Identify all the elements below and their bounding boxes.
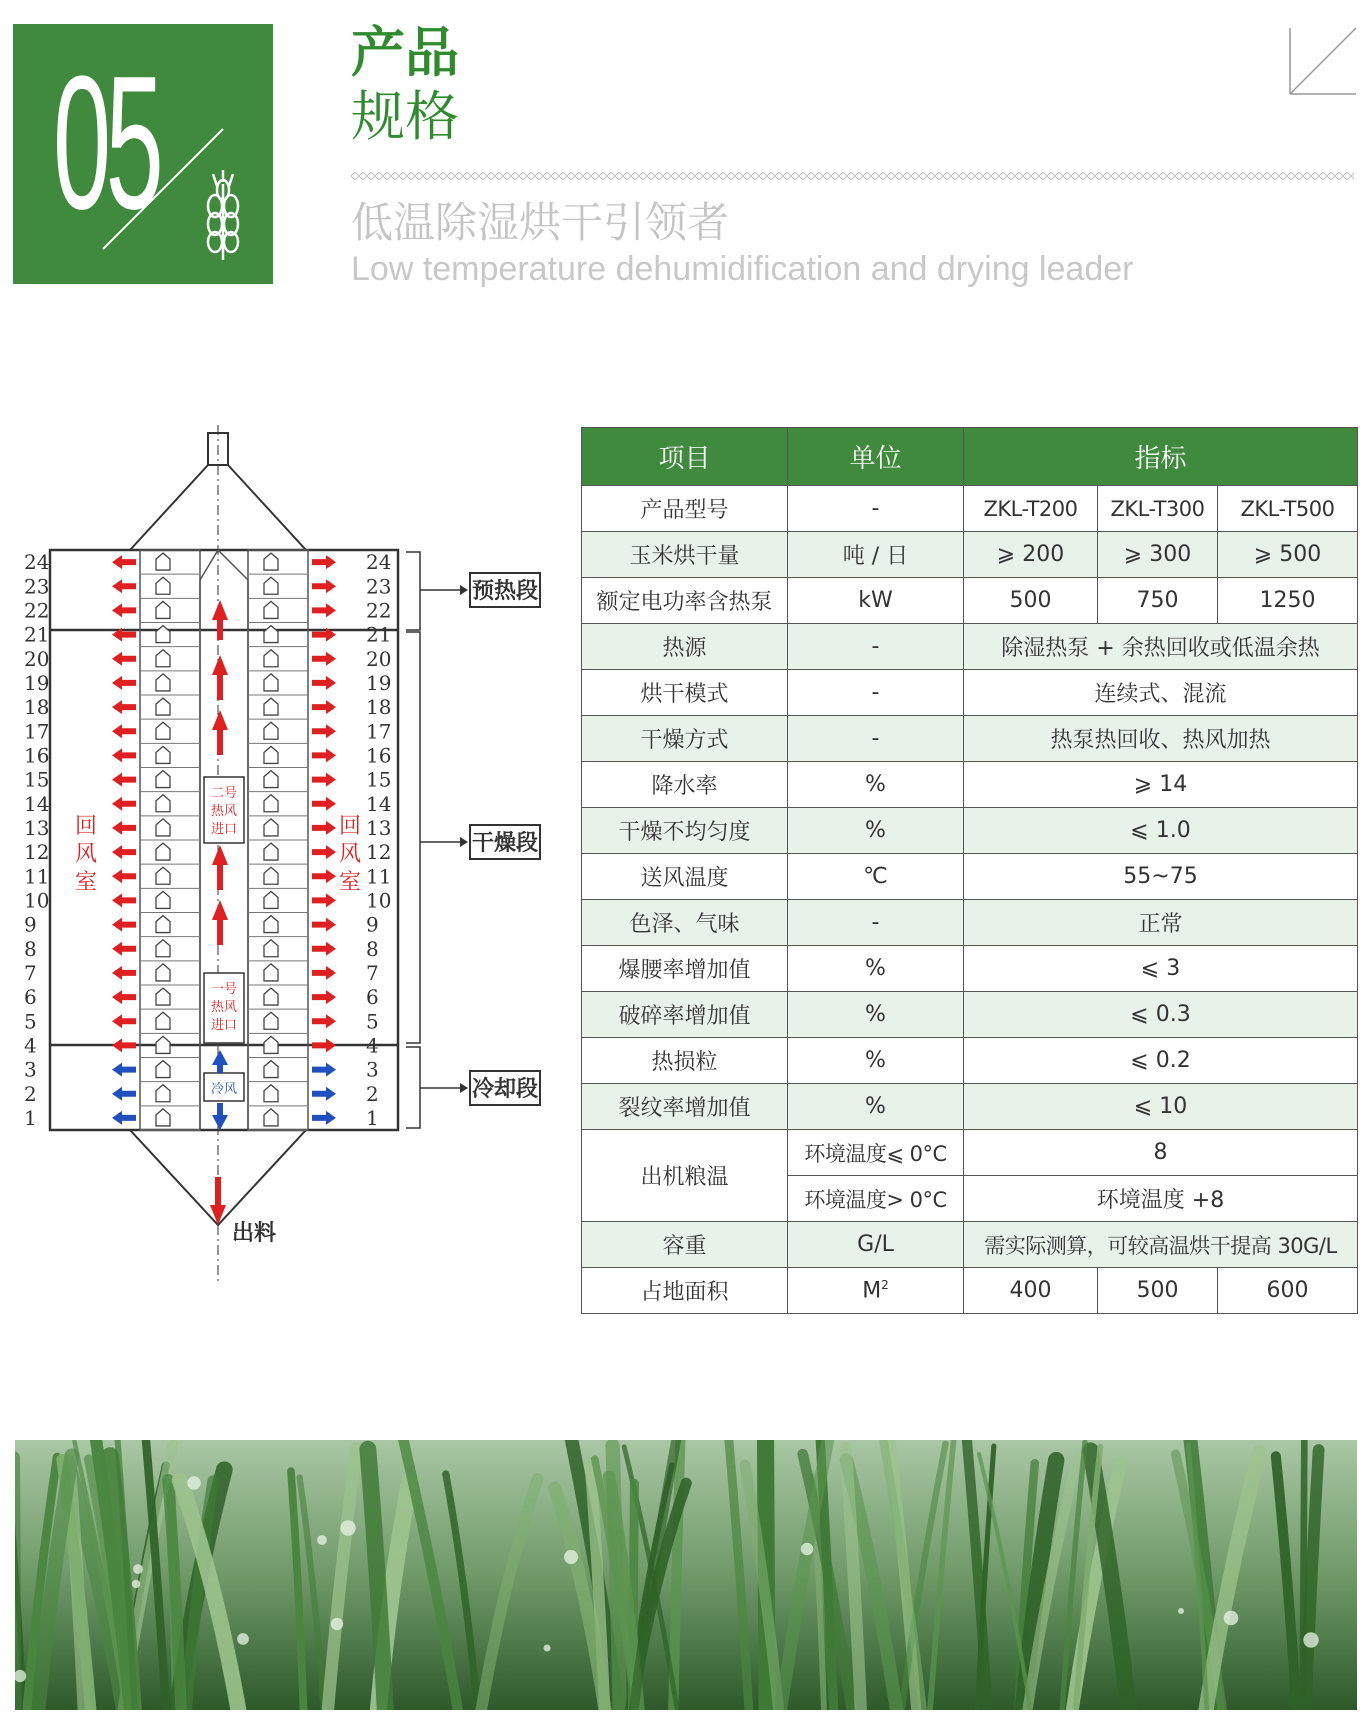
- airflow-arrow-left: [112, 990, 136, 1004]
- svg-text:预热段: 预热段: [471, 579, 539, 604]
- layer-number: 20: [24, 646, 50, 671]
- svg-text:进口: 进口: [210, 822, 238, 837]
- cell-value: ⩾ 200: [964, 532, 1098, 578]
- air-duct: [264, 553, 278, 570]
- airflow-arrow-left: [112, 1014, 136, 1028]
- air-duct: [264, 577, 278, 594]
- grass-photo: [15, 1440, 1357, 1710]
- layer-number: 3: [366, 1057, 379, 1082]
- layer-number: 24: [24, 550, 50, 575]
- layer-number: 16: [24, 743, 50, 768]
- layer-number: 1: [24, 1105, 37, 1130]
- airflow-arrow-right: [312, 942, 336, 956]
- cell-item: 裂纹率增加值: [582, 1084, 788, 1130]
- cell-value: ⩾ 300: [1098, 532, 1218, 578]
- layer-number: 20: [366, 646, 392, 671]
- dew-drop: [544, 1645, 551, 1652]
- cell-unit: -: [788, 670, 964, 716]
- cell-value: ⩽ 0.3: [964, 992, 1358, 1038]
- cell-model-t500: ZKL-T500: [1218, 486, 1358, 532]
- air-duct: [264, 746, 278, 763]
- layer-number: 17: [24, 719, 50, 744]
- corner-arrow-icon: [1288, 26, 1358, 96]
- layer-number: 4: [24, 1033, 37, 1058]
- air-duct: [264, 843, 278, 860]
- airflow-arrow-right: [312, 555, 336, 569]
- cell-unit: -: [788, 486, 964, 532]
- dryer-structure-diagram: [10, 425, 570, 1315]
- air-duct: [156, 819, 170, 836]
- airflow-arrow-left: [112, 966, 136, 980]
- air-duct: [264, 940, 278, 957]
- table-row: [582, 854, 1358, 900]
- layer-number: 14: [366, 791, 392, 816]
- svg-text:二号: 二号: [210, 786, 238, 801]
- cell-item: 破碎率增加值: [582, 992, 788, 1038]
- air-duct: [156, 674, 170, 691]
- airflow-arrow-left: [112, 1087, 136, 1101]
- cell-item: 容重: [582, 1222, 788, 1268]
- airflow-arrow-right: [312, 603, 336, 617]
- cell-unit: %: [788, 808, 964, 854]
- section-label-dry: [420, 825, 540, 859]
- layer-number: 9: [24, 912, 37, 937]
- air-duct: [264, 650, 278, 667]
- cell-model-t300: ZKL-T300: [1098, 486, 1218, 532]
- cell-value: ⩽ 0.2: [964, 1038, 1358, 1084]
- layer-number: 12: [366, 840, 392, 865]
- cell-value: 8: [964, 1130, 1358, 1176]
- air-duct: [156, 964, 170, 981]
- cell-unit: %: [788, 992, 964, 1038]
- cell-value: 400: [964, 1268, 1098, 1314]
- hot-air-inlet-2: [204, 777, 244, 843]
- layer-number: 15: [366, 767, 392, 792]
- airflow-arrow-left: [112, 652, 136, 666]
- table-row: [582, 808, 1358, 854]
- layer-number: 10: [366, 888, 392, 913]
- air-duct: [156, 553, 170, 570]
- return-air-right-2: 风: [338, 842, 362, 867]
- cell-value: 750: [1098, 578, 1218, 624]
- air-duct: [156, 1109, 170, 1126]
- air-duct: [264, 626, 278, 643]
- cell-value: 热泵热回收、热风加热: [964, 716, 1358, 762]
- airflow-arrow-right: [312, 1063, 336, 1077]
- layer-number: 17: [366, 719, 392, 744]
- return-air-left-3: 室: [74, 870, 98, 895]
- layer-number: 2: [366, 1081, 379, 1106]
- airflow-arrow-left: [112, 821, 136, 835]
- air-duct: [156, 746, 170, 763]
- cell-value: 55~75: [964, 854, 1358, 900]
- airflow-arrow-left: [112, 869, 136, 883]
- layer-number: 10: [24, 888, 50, 913]
- table-row: [582, 1084, 1358, 1130]
- air-duct: [264, 1061, 278, 1078]
- section-number: 05: [53, 37, 159, 249]
- airflow-arrow-right: [312, 724, 336, 738]
- hot-air-up-arrows: [212, 600, 228, 945]
- dew-drop: [331, 1618, 343, 1630]
- air-duct: [156, 722, 170, 739]
- table-header-row: [582, 428, 1358, 486]
- air-duct: [156, 988, 170, 1005]
- airflow-arrow-left: [112, 942, 136, 956]
- airflow-arrow-right: [312, 797, 336, 811]
- air-duct: [156, 1036, 170, 1053]
- layer-number: 8: [366, 936, 379, 961]
- airflow-arrow-left: [112, 555, 136, 569]
- dew-drop: [317, 1535, 327, 1545]
- spec-table: [581, 427, 1358, 1314]
- airflow-arrow-right: [312, 1038, 336, 1052]
- section-brackets: [406, 552, 420, 1128]
- cell-item: 干燥方式: [582, 716, 788, 762]
- air-duct: [264, 1109, 278, 1126]
- airflow-arrow-left: [112, 700, 136, 714]
- table-row: [582, 670, 1358, 716]
- cell-unit: %: [788, 1084, 964, 1130]
- header-index: 指标: [964, 428, 1358, 486]
- cell-value: 500: [1098, 1268, 1218, 1314]
- airflow-arrow-left: [112, 1111, 136, 1125]
- table-row: [582, 1038, 1358, 1084]
- layer-number: 5: [24, 1009, 37, 1034]
- table-row-power: [582, 578, 1358, 624]
- layer-number: 13: [24, 815, 50, 840]
- cell-unit: %: [788, 762, 964, 808]
- cell-item: 送风温度: [582, 854, 788, 900]
- airflow-arrow-right: [312, 845, 336, 859]
- dew-drop: [564, 1550, 578, 1564]
- airflow-arrow-right: [312, 821, 336, 835]
- layer-number: 22: [24, 598, 50, 623]
- layer-number: 12: [24, 840, 50, 865]
- layer-number: 18: [366, 695, 392, 720]
- unit-superscript: 2: [881, 1277, 889, 1292]
- layer-number: 4: [366, 1033, 379, 1058]
- return-air-left-2: 风: [74, 842, 98, 867]
- cell-unit: %: [788, 1038, 964, 1084]
- cell-item: 出机粮温: [582, 1130, 788, 1222]
- air-duct: [156, 771, 170, 788]
- layer-number: 23: [366, 574, 392, 599]
- cell-item: 爆腰率增加值: [582, 946, 788, 992]
- table-row-outlet-1: [582, 1130, 1358, 1176]
- air-duct: [264, 819, 278, 836]
- cell-value: ⩽ 1.0: [964, 808, 1358, 854]
- air-duct: [264, 795, 278, 812]
- tagline-english: Low temperature dehumidification and drying leader: [351, 250, 1134, 288]
- layer-number: 5: [366, 1009, 379, 1034]
- air-duct: [156, 1012, 170, 1029]
- airflow-arrow-left: [112, 1038, 136, 1052]
- airflow-arrow-right: [312, 1087, 336, 1101]
- cell-unit: -: [788, 624, 964, 670]
- decorative-divider: [351, 172, 1354, 180]
- airflow-arrow-left: [112, 603, 136, 617]
- cell-unit: -: [788, 900, 964, 946]
- airflow-arrow-right: [312, 893, 336, 907]
- air-duct: [156, 1085, 170, 1102]
- cell-item: 干燥不均匀度: [582, 808, 788, 854]
- svg-text:冷却段: 冷却段: [471, 1077, 539, 1102]
- airflow-arrow-right: [312, 918, 336, 932]
- table-row-capacity: [582, 532, 1358, 578]
- air-duct: [264, 722, 278, 739]
- dew-drop: [340, 1520, 355, 1535]
- air-duct: [156, 940, 170, 957]
- airflow-arrow-right: [312, 579, 336, 593]
- table-row: [582, 900, 1358, 946]
- air-duct: [156, 843, 170, 860]
- dew-drop: [1178, 1608, 1184, 1614]
- svg-text:冷风: 冷风: [210, 1082, 238, 1097]
- table-row-density: [582, 1222, 1358, 1268]
- svg-text:热风: 热风: [210, 1000, 238, 1015]
- air-duct: [264, 1036, 278, 1053]
- cell-item: 热源: [582, 624, 788, 670]
- layer-number: 6: [366, 985, 379, 1010]
- table-row: [582, 762, 1358, 808]
- section-label-preheat: [420, 573, 540, 607]
- cell-unit: %: [788, 946, 964, 992]
- cell-value: ⩾ 14: [964, 762, 1358, 808]
- dew-drop: [1303, 1632, 1318, 1647]
- return-air-left-1: 回: [74, 814, 98, 839]
- cell-item: 占地面积: [582, 1268, 788, 1314]
- layer-number: 24: [366, 550, 392, 575]
- air-duct: [264, 1085, 278, 1102]
- airflow-arrow-right: [312, 990, 336, 1004]
- dew-drop: [237, 1633, 249, 1645]
- cell-value: 600: [1218, 1268, 1358, 1314]
- table-row: [582, 992, 1358, 1038]
- cell-value: 除湿热泵 + 余热回收或低温余热: [964, 624, 1358, 670]
- air-duct: [264, 988, 278, 1005]
- svg-text:干燥段: 干燥段: [471, 831, 539, 856]
- return-air-right-3: 室: [338, 870, 362, 895]
- cell-value: 500: [964, 578, 1098, 624]
- cell-unit: ℃: [788, 854, 964, 900]
- air-duct: [156, 916, 170, 933]
- layer-number: 3: [24, 1057, 37, 1082]
- airflow-arrow-left: [112, 918, 136, 932]
- table-row: [582, 946, 1358, 992]
- air-duct: [264, 698, 278, 715]
- air-duct: [264, 601, 278, 618]
- cell-value: 环境温度 +8: [964, 1176, 1358, 1222]
- airflow-arrow-left: [112, 893, 136, 907]
- layer-number: 1: [366, 1105, 379, 1130]
- cell-item: 烘干模式: [582, 670, 788, 716]
- air-duct: [264, 916, 278, 933]
- table-row: [582, 716, 1358, 762]
- airflow-arrow-left: [112, 676, 136, 690]
- air-duct: [264, 964, 278, 981]
- return-air-right-1: 回: [338, 814, 362, 839]
- airflow-arrow-right: [312, 748, 336, 762]
- dew-drop: [1224, 1611, 1239, 1626]
- dew-drop: [132, 1580, 140, 1588]
- cold-air-inlet: [204, 1073, 244, 1101]
- layer-number: 16: [366, 743, 392, 768]
- air-duct: [156, 698, 170, 715]
- layer-number: 19: [366, 670, 392, 695]
- layer-number: 21: [366, 622, 392, 647]
- header-item: 项目: [582, 428, 788, 486]
- layer-number: 18: [24, 695, 50, 720]
- layer-number: 7: [24, 960, 37, 985]
- cell-unit: 吨 / 日: [788, 532, 964, 578]
- layer-number: 2: [24, 1081, 37, 1106]
- layer-number: 7: [366, 960, 379, 985]
- layer-number: 19: [24, 670, 50, 695]
- cell-condition: 环境温度⩽ 0°C: [788, 1130, 964, 1176]
- air-duct: [156, 577, 170, 594]
- layer-number: 13: [366, 815, 392, 840]
- airflow-arrow-left: [112, 724, 136, 738]
- cell-unit: kW: [788, 578, 964, 624]
- airflow-arrow-left: [112, 773, 136, 787]
- page-title-line2: 规格: [351, 85, 459, 148]
- table-row-model: [582, 486, 1358, 532]
- svg-text:进口: 进口: [210, 1018, 238, 1033]
- svg-text:一号: 一号: [210, 982, 238, 997]
- tagline-chinese: 低温除湿烘干引领者: [351, 198, 730, 247]
- layer-number: 22: [366, 598, 392, 623]
- air-duct: [264, 867, 278, 884]
- air-duct: [156, 867, 170, 884]
- page-title-line1: 产品: [351, 21, 459, 84]
- cell-value: ⩽ 3: [964, 946, 1358, 992]
- airflow-arrow-left: [112, 797, 136, 811]
- cell-unit: [788, 1268, 964, 1314]
- layer-number: 11: [366, 864, 392, 889]
- layer-number: 21: [24, 622, 50, 647]
- air-duct: [156, 1061, 170, 1078]
- layer-number: 14: [24, 791, 50, 816]
- table-row: [582, 624, 1358, 670]
- air-duct: [156, 795, 170, 812]
- airflow-arrow-right: [312, 1014, 336, 1028]
- cell-model-t200: ZKL-T200: [964, 486, 1098, 532]
- cell-item: 额定电功率含热泵: [582, 578, 788, 624]
- svg-text:热风: 热风: [210, 804, 238, 819]
- cell-value: 需实际测算，可较高温烘干提高 30G/L: [964, 1222, 1358, 1268]
- layer-number: 9: [366, 912, 379, 937]
- airflow-arrow-left: [112, 845, 136, 859]
- wheat-icon: [193, 164, 253, 264]
- dew-drop: [133, 1564, 143, 1574]
- cell-value: 连续式、混流: [964, 670, 1358, 716]
- air-duct: [156, 891, 170, 908]
- layer-number: 15: [24, 767, 50, 792]
- air-duct: [264, 771, 278, 788]
- air-duct: [156, 626, 170, 643]
- dew-drop: [187, 1476, 200, 1489]
- section-number-box: [13, 24, 273, 284]
- air-duct: [156, 601, 170, 618]
- layer-number: 23: [24, 574, 50, 599]
- cell-value: 1250: [1218, 578, 1358, 624]
- airflow-arrow-right: [312, 676, 336, 690]
- air-duct: [156, 650, 170, 667]
- header-unit: 单位: [788, 428, 964, 486]
- cell-unit: G/L: [788, 1222, 964, 1268]
- section-label-cool: [420, 1071, 540, 1105]
- cell-value: 正常: [964, 900, 1358, 946]
- cell-value: ⩽ 10: [964, 1084, 1358, 1130]
- airflow-arrow-right: [312, 869, 336, 883]
- cell-item: 玉米烘干量: [582, 532, 788, 578]
- cell-item: 色泽、气味: [582, 900, 788, 946]
- hot-air-inlet-1: [204, 973, 244, 1043]
- discharge-label: 出料: [232, 1221, 277, 1246]
- layer-number: 11: [24, 864, 50, 889]
- airflow-arrow-left: [112, 748, 136, 762]
- cell-item: 热损粒: [582, 1038, 788, 1084]
- airflow-arrow-left: [112, 1063, 136, 1077]
- airflow-arrow-right: [312, 1111, 336, 1125]
- cell-condition: 环境温度> 0°C: [788, 1176, 964, 1222]
- layer-number: 8: [24, 936, 37, 961]
- table-row-area: [582, 1268, 1358, 1314]
- dew-drop: [801, 1543, 813, 1555]
- airflow-arrow-right: [312, 966, 336, 980]
- airflow-arrow-left: [112, 579, 136, 593]
- air-duct: [264, 674, 278, 691]
- airflow-arrow-right: [312, 700, 336, 714]
- layer-number: 6: [24, 985, 37, 1010]
- air-duct: [264, 1012, 278, 1029]
- airflow-arrow-right: [312, 652, 336, 666]
- air-duct: [264, 891, 278, 908]
- cell-value: ⩾ 500: [1218, 532, 1358, 578]
- cell-item: 降水率: [582, 762, 788, 808]
- unit-base: M: [862, 1278, 882, 1304]
- cell-item: 产品型号: [582, 486, 788, 532]
- airflow-arrow-right: [312, 773, 336, 787]
- cell-unit: -: [788, 716, 964, 762]
